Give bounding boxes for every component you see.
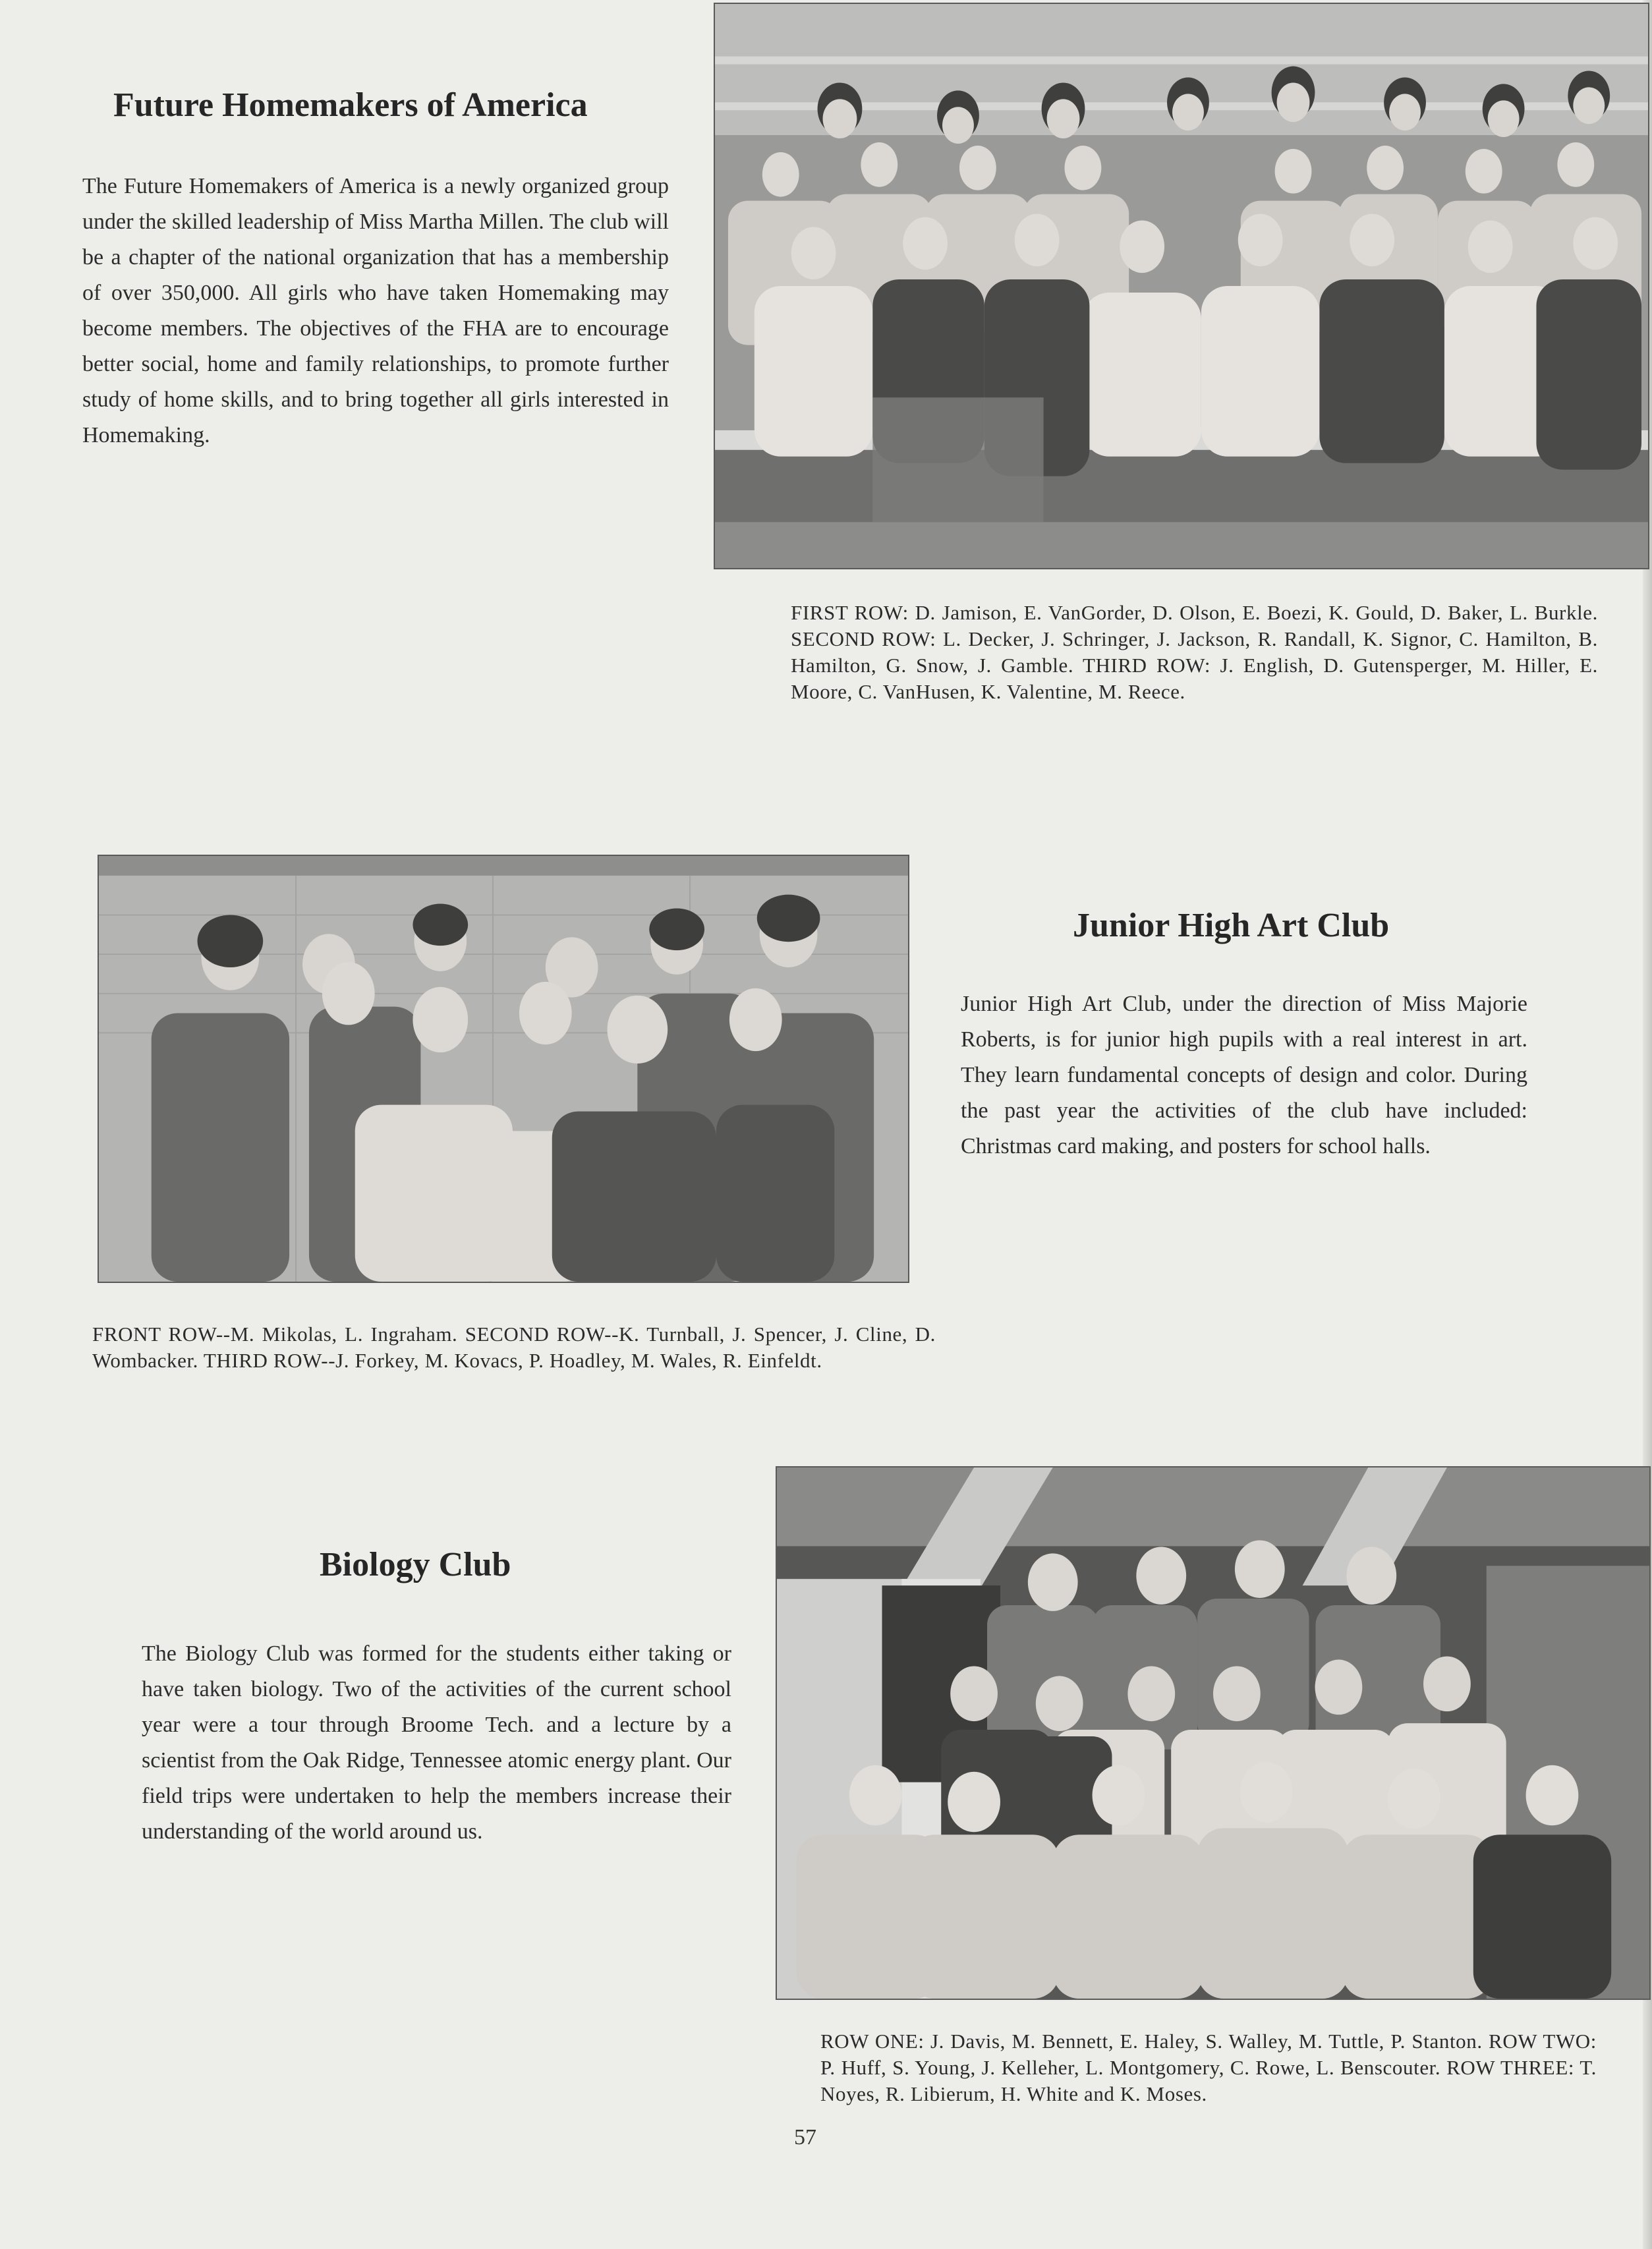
biology-photo-illustration	[777, 1467, 1649, 1999]
fha-photo-illustration	[715, 4, 1648, 568]
art-club-caption: FRONT ROW--M. Mikolas, L. Ingraham. SECOND ROW--K. Turnball, J. Spencer, J. Cline, D. Wombacker. THIRD ROW--J. Forkey, M. Kovacs, P. Hoadley, M. Wales, R. Einfeldt.	[92, 1323, 936, 1372]
fha-description: The Future Homemakers of America is a newly organized group under the skilled leadership of Miss Martha Millen. The club will be a chapter of the national organization that has a membership of over 350,000. All girls who have taken Homemaking may become members. The objectives of the FHA are to encourage better social, home and family relationships, to promote further study of home skills, and to bring together all girls interested in Homemaking.	[82, 174, 669, 447]
fha-caption: FIRST ROW: D. Jamison, E. VanGorder, D. Olson, E. Boezi, K. Gould, D. Baker, L. Burkle. SECOND ROW: L. Decker, J. Schringer, J. Jackson, R. Randall, K. Signor, C. Hamilton, B. Hamilton, G. Snow, J. Gamble. THIRD ROW: J. English, D. Gutensperger, M. Hiller, E. Moore, C. VanHusen, K. Valentine, M. Reece.	[791, 601, 1598, 703]
fha-group-photo	[714, 3, 1649, 569]
biology-description: The Biology Club was formed for the students either taking or have taken biology. Two of the activities of the current school year were a tour through Broome Tech. and a lecture by a scientist from the Oak Ridge, Tennessee atomic energy plant. Our field trips were undertaken to help the members increase their understanding of the world around us.	[142, 1641, 731, 1844]
page-number: 57	[794, 2125, 816, 2149]
fha-title: Future Homemakers of America	[113, 86, 588, 124]
art-club-description: Junior High Art Club, under the direction of Miss Majorie Roberts, is for junior high pupils with a real interest in art. They learn fundamental concepts of design and color. During the past year the activities of the club have included: Christmas card making, and posters for school halls.	[961, 992, 1527, 1158]
biology-caption: ROW ONE: J. Davis, M. Bennett, E. Haley, S. Walley, M. Tuttle, P. Stanton. ROW TWO: P. Huff, S. Young, J. Kelleher, L. Montgomery, C. Rowe, L. Benscouter. ROW THREE: T. Noyes, R. Libierum, H. White and K. Moses.	[820, 2030, 1597, 2105]
biology-title: Biology Club	[320, 1546, 511, 1583]
art-club-photo-illustration	[99, 856, 908, 1282]
art-club-group-photo	[98, 855, 909, 1283]
art-club-title: Junior High Art Club	[1073, 907, 1390, 944]
biology-club-group-photo	[776, 1466, 1651, 2000]
